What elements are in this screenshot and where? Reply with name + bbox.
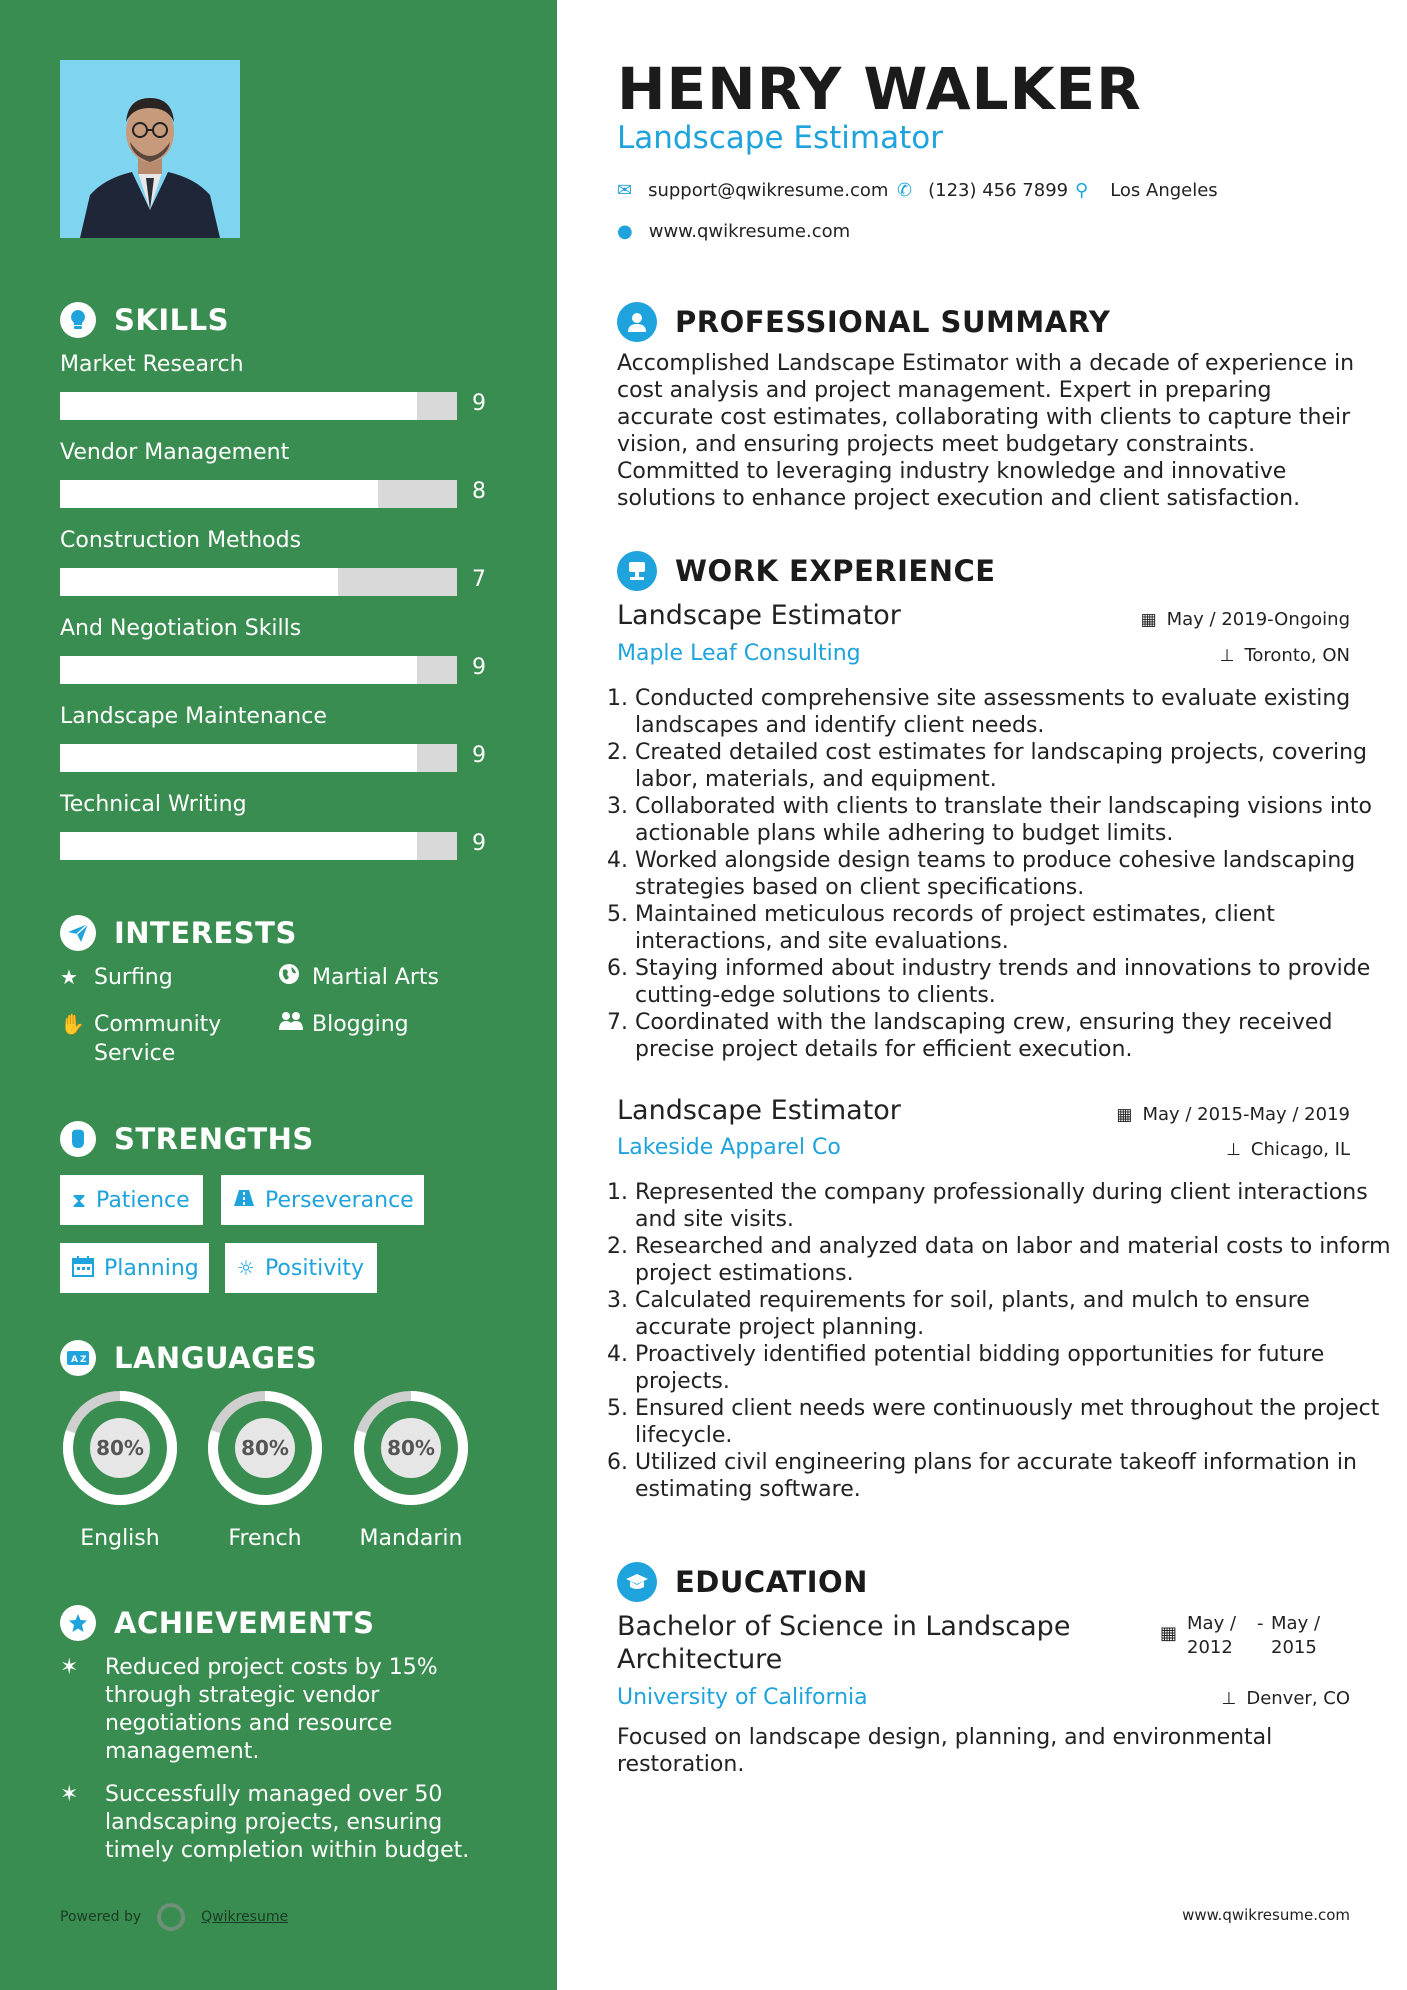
language-ring — [205, 1388, 325, 1508]
skill-name: And Negotiation Skills — [60, 616, 302, 641]
languages-heading: A Z LANGUAGES — [60, 1340, 317, 1376]
lightbulb-icon — [60, 302, 96, 338]
contact-phone: ✆ (123) 456 7899 — [897, 180, 1069, 201]
map-pin-icon: ⚲ — [1075, 180, 1089, 201]
hourglass-icon: ⧗ — [72, 1188, 87, 1212]
language-item — [60, 1388, 180, 1551]
job-location: ⊥ Toronto, ON — [1219, 645, 1350, 666]
duty-item: 4. Worked alongside design teams to produce cohesive landscaping strategies based on client specifications. — [635, 847, 1395, 901]
skill-value: 9 — [472, 655, 486, 680]
language-ring — [351, 1388, 471, 1508]
skill-value: 9 — [472, 391, 486, 416]
strength-badge: Planning — [60, 1243, 209, 1293]
achievement-item: ✶ Reduced project costs by 15% through strategic vendor negotiations and resource management. — [60, 1655, 438, 1764]
skills-heading: SKILLS — [60, 302, 229, 338]
language-item — [351, 1388, 471, 1551]
skill-name: Landscape Maintenance — [60, 704, 327, 729]
skill-value: 8 — [472, 479, 486, 504]
summary-heading: PROFESSIONAL SUMMARY — [617, 302, 1110, 342]
skill-value: 7 — [472, 567, 486, 592]
star-icon: ★ — [60, 965, 78, 989]
skill-bar — [60, 656, 457, 684]
skill-name: Vendor Management — [60, 440, 290, 465]
globe-icon: ● — [617, 221, 633, 242]
main-content — [557, 0, 1407, 1990]
work-heading: WORK EXPERIENCE — [617, 551, 996, 591]
pushpin-icon: ⊥ — [1219, 645, 1235, 666]
qwikresume-link[interactable]: Qwikresume — [201, 1909, 289, 1925]
interest-item: Blogging — [278, 1010, 409, 1040]
skill-value: 9 — [472, 743, 486, 768]
job-dates: ▦ May / 2019-Ongoing — [1140, 609, 1350, 630]
skill-bar-fill — [60, 480, 378, 508]
phone-icon: ✆ — [897, 180, 913, 201]
svg-text:A: A — [71, 1355, 79, 1365]
skill-value: 9 — [472, 831, 486, 856]
job-company: Lakeside Apparel Co — [617, 1135, 841, 1160]
strength-badge: ⧗ Patience — [60, 1175, 203, 1225]
skill-name: Technical Writing — [60, 792, 247, 817]
contact-location: ⚲ Los Angeles — [1075, 180, 1218, 201]
calendar-icon: ▦ — [1140, 609, 1157, 630]
interest-item: Martial Arts — [278, 963, 439, 993]
pushpin-icon: ⊥ — [1221, 1688, 1237, 1709]
achievement-item: ✶ Successfully managed over 50 landscaping projects, ensuring timely completion within budget. — [60, 1782, 470, 1863]
sidebar — [0, 0, 557, 1990]
skill-bar-fill — [60, 392, 417, 420]
strength-badge: Perseverance — [221, 1175, 424, 1225]
contact-email[interactable]: ✉ support@qwikresume.com — [617, 180, 889, 201]
svg-text:Z: Z — [80, 1355, 88, 1365]
strengths-heading: STRENGTHS — [60, 1121, 314, 1157]
education-description: Focused on landscape design, planning, and environmental restoration. — [617, 1725, 1273, 1777]
language-percent: 80% — [96, 1436, 144, 1460]
candidate-name: HENRY WALKER — [617, 55, 1142, 123]
sun-icon: ☼ — [237, 1256, 255, 1280]
job-duties — [617, 685, 1395, 1063]
skill-bar — [60, 568, 457, 596]
footer-website[interactable]: www.qwikresume.com — [1182, 1906, 1350, 1924]
briefcase-icon — [617, 551, 657, 591]
duty-item: 6. Utilized civil engineering plans for accurate takeoff information in estimating software. — [635, 1449, 1395, 1503]
language-percent: 80% — [241, 1436, 289, 1460]
star-flying-icon: ✶ — [60, 1782, 79, 1807]
skill-name: Construction Methods — [60, 528, 302, 553]
job-title: Landscape Estimator — [617, 1095, 901, 1126]
duty-item: 6. Staying informed about industry trends and innovations to provide cutting-edge solutions to clients. — [635, 955, 1395, 1009]
duty-item: 5. Ensured client needs were continuously met throughout the project lifecycle. — [635, 1395, 1395, 1449]
skill-bar — [60, 392, 457, 420]
duty-item: 3. Collaborated with clients to translate their landscaping visions into actionable plans while adhering to budget limits. — [635, 793, 1395, 847]
skill-bar-fill — [60, 744, 417, 772]
contact-website[interactable]: ● www.qwikresume.com — [617, 221, 851, 242]
job-location: ⊥ Chicago, IL — [1226, 1139, 1350, 1160]
education-heading: EDUCATION — [617, 1562, 868, 1602]
user-icon — [617, 302, 657, 342]
calendar-icon — [72, 1255, 94, 1282]
summary-text: Accomplished Landscape Estimator with a decade of experience in cost analysis and project management. Expert in preparing accurate cost estimates, collaborating with clients to capture their vision, and ensuring projects meet budgetary constraints. Committed to leveraging industry knowledge and innovative solutions to enhance project execution and client satisfaction. — [617, 351, 1355, 511]
duty-item: 5. Maintained meticulous records of project estimates, client interactions, and site evaluations. — [635, 901, 1395, 955]
skill-bar — [60, 480, 457, 508]
road-icon — [233, 1188, 255, 1212]
language-ring — [60, 1388, 180, 1508]
pushpin-icon: ⊥ — [1226, 1139, 1241, 1160]
candidate-role: Landscape Estimator — [617, 120, 943, 156]
duty-item: 1. Conducted comprehensive site assessments to evaluate existing landscapes and identify client needs. — [635, 685, 1395, 739]
achievements-heading: ACHIEVEMENTS — [60, 1605, 374, 1641]
fist-icon — [60, 1121, 96, 1157]
trophy-icon — [60, 1605, 96, 1641]
duty-item: 2. Created detailed cost estimates for landscaping projects, covering labor, materials, and equipment. — [635, 739, 1395, 793]
education-degree: Bachelor of Science in Landscape Architecture — [617, 1611, 1071, 1675]
globe-icon — [278, 963, 312, 993]
language-name: French — [228, 1526, 302, 1551]
paper-plane-icon — [60, 915, 96, 951]
education-dates: ▦ May / 2012 - May / 2015 — [1160, 1613, 1321, 1658]
duty-item: 7. Coordinated with the landscaping crew, ensuring they received precise project details for efficient execution. — [635, 1009, 1395, 1063]
qwikresume-logo-icon — [157, 1903, 185, 1931]
language-item — [205, 1388, 325, 1551]
language-percent: 80% — [387, 1436, 435, 1460]
calendar-icon: ▦ — [1116, 1104, 1133, 1125]
profile-photo — [60, 60, 240, 238]
powered-by: Powered by Qwikresume — [60, 1903, 288, 1931]
language-name: English — [80, 1526, 160, 1551]
duty-item: 4. Proactively identified potential bidding opportunities for future projects. — [635, 1341, 1395, 1395]
job-company: Maple Leaf Consulting — [617, 641, 861, 666]
skill-name: Market Research — [60, 352, 244, 377]
job-title: Landscape Estimator — [617, 600, 901, 631]
duty-item: 1. Represented the company professionally during client interactions and site visits. — [635, 1179, 1395, 1233]
interests-heading: INTERESTS — [60, 915, 297, 951]
language-name: Mandarin — [359, 1526, 463, 1551]
duty-item: 3. Calculated requirements for soil, plants, and mulch to ensure accurate project planning. — [635, 1287, 1395, 1341]
graduation-cap-icon — [617, 1562, 657, 1602]
calendar-icon: ▦ — [1160, 1623, 1178, 1644]
job-duties — [617, 1179, 1395, 1503]
envelope-icon: ✉ — [617, 180, 633, 201]
job-dates: ▦ May / 2015-May / 2019 — [1116, 1104, 1350, 1125]
skill-bar-fill — [60, 656, 417, 684]
skill-bar — [60, 832, 457, 860]
education-school: University of California — [617, 1685, 868, 1710]
strength-badge: ☼ Positivity — [225, 1243, 377, 1293]
skill-bar — [60, 744, 457, 772]
duty-item: 2. Researched and analyzed data on labor and material costs to inform project estimations. — [635, 1233, 1395, 1287]
education-location: ⊥ Denver, CO — [1221, 1688, 1350, 1709]
star-flying-icon: ✶ — [60, 1655, 79, 1680]
hand-icon: ✋ — [60, 1012, 85, 1036]
users-icon — [278, 1010, 312, 1040]
skill-bar-fill — [60, 568, 338, 596]
translate-icon — [60, 1340, 96, 1376]
interest-item: ★ Surfing — [60, 965, 173, 990]
interest-item: ✋ Community Service — [60, 1012, 222, 1066]
skill-bar-fill — [60, 832, 417, 860]
